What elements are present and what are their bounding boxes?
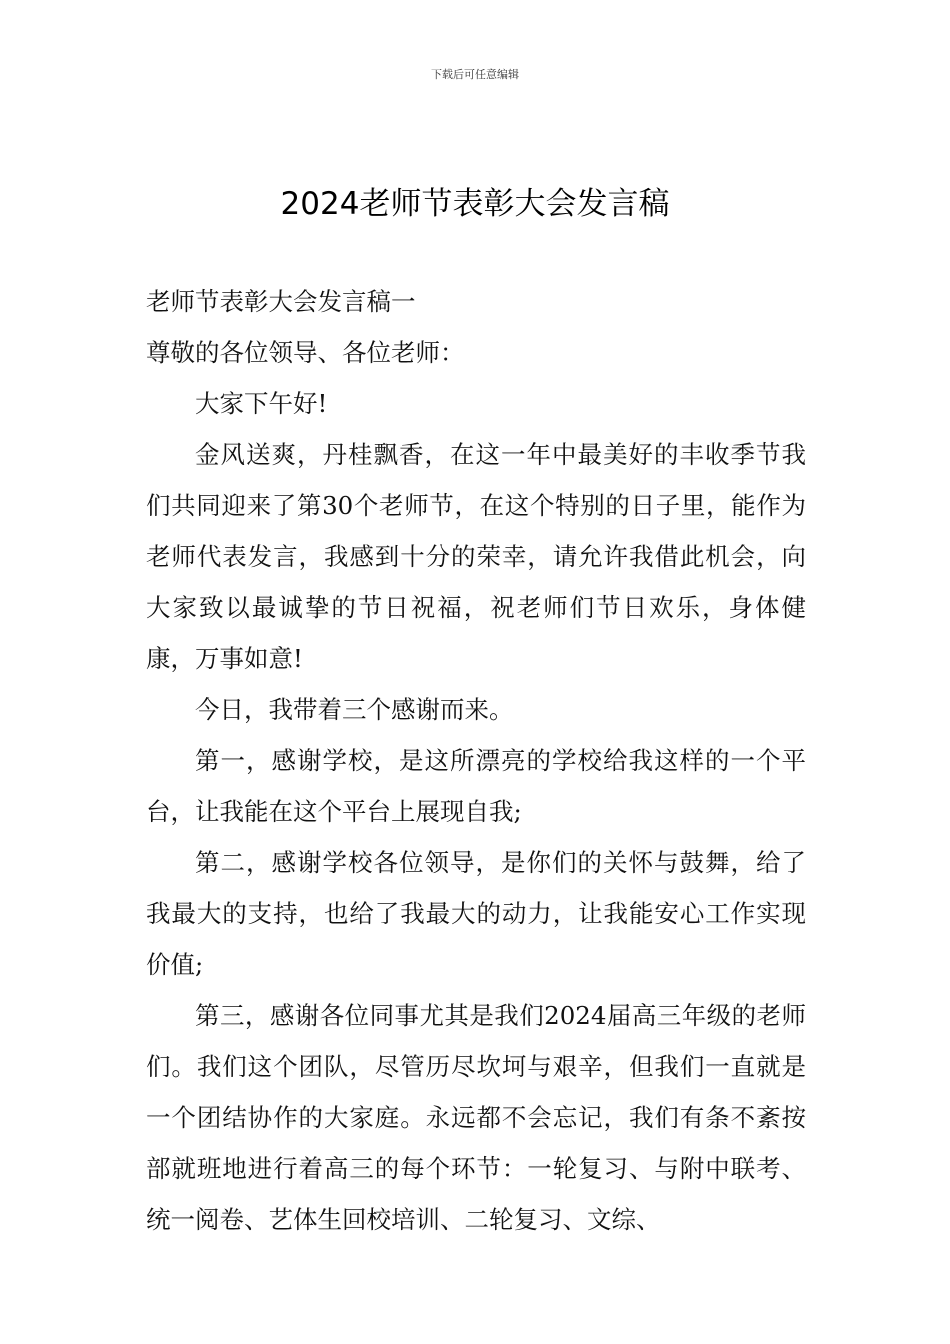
paragraph-opening: 金风送爽，丹桂飘香，在这一年中最美好的丰收季节我们共同迎来了第30个老师节，在这个特别的日子里，能作为老师代表发言，我感到十分的荣幸，请允许我借此机会，向大家致以最诚挚的节日祝福，祝老师们节日欢乐，身体健康，万事如意! [146,440,806,673]
paragraph-thanks-colleagues: 第三，感谢各位同事尤其是我们2024届高三年级的老师们。我们这个团队，尽管历尽坎坷与艰辛，但我们一直就是一个团结协作的大家庭。永远都不会忘记，我们有条不紊按部就班地进行着高三的每个环节：一轮复习、与附中联考、统一阅卷、艺体生回校培训、二轮复习、文综、 [146,1001,806,1234]
document-subtitle: 老师节表彰大会发言稿一 [146,287,416,316]
paragraph-greeting: 大家下午好! [195,389,328,418]
salutation: 尊敬的各位领导、各位老师： [146,338,465,367]
paragraph-thanks-leaders: 第二，感谢学校各位领导，是你们的关怀与鼓舞，给了我最大的支持，也给了我最大的动力，让我能安心工作实现价值; [146,848,806,979]
page-header-note: 下载后可任意编辑 [431,68,519,81]
document-body [146,276,806,1245]
document-title: 2024老师节表彰大会发言稿 [280,186,670,222]
paragraph-thanks-school: 第一，感谢学校，是这所漂亮的学校给我这样的一个平台，让我能在这个平台上展现自我; [146,746,806,826]
paragraph-three-thanks: 今日，我带着三个感谢而来。 [195,695,514,724]
